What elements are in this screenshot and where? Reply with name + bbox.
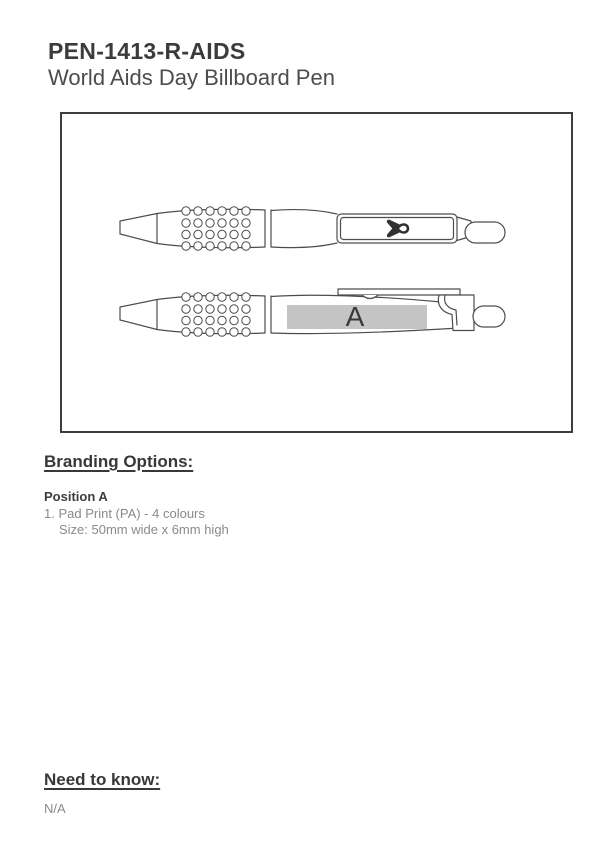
branding-size-line: Size: 50mm wide x 6mm high bbox=[59, 522, 229, 537]
product-code: PEN-1413-R-AIDS bbox=[48, 38, 246, 64]
need-to-know-value: N/A bbox=[44, 801, 66, 816]
position-a-title: Position A bbox=[44, 489, 108, 504]
product-name: World Aids Day Billboard Pen bbox=[48, 65, 335, 90]
push-button bbox=[465, 222, 505, 243]
product-diagram-box bbox=[60, 112, 573, 433]
branding-options-body bbox=[44, 489, 229, 538]
branding-position-label: A bbox=[345, 301, 365, 332]
pen-tip bbox=[120, 214, 157, 244]
barrel-ring bbox=[265, 210, 271, 247]
pen-clip-bar bbox=[338, 289, 460, 295]
branding-method-line: 1. Pad Print (PA) - 4 colours bbox=[44, 506, 205, 521]
push-button bbox=[473, 306, 505, 327]
pen-clip-tongue bbox=[362, 295, 378, 299]
barrel-ring bbox=[265, 296, 271, 333]
barrel-top-edge bbox=[271, 210, 337, 214]
grip-dots bbox=[182, 293, 250, 336]
barrel-bottom-edge bbox=[271, 243, 337, 248]
pen-diagram bbox=[62, 114, 571, 431]
pen-side-view bbox=[120, 289, 505, 336]
grip-dots bbox=[182, 207, 250, 250]
pen-tip bbox=[120, 300, 157, 330]
branding-options-section bbox=[44, 452, 229, 538]
need-to-know-section bbox=[44, 770, 160, 816]
page-header bbox=[48, 38, 335, 90]
pen-top-view bbox=[120, 207, 505, 250]
need-to-know-heading: Need to know: bbox=[44, 770, 161, 789]
branding-options-heading: Branding Options: bbox=[44, 452, 194, 471]
